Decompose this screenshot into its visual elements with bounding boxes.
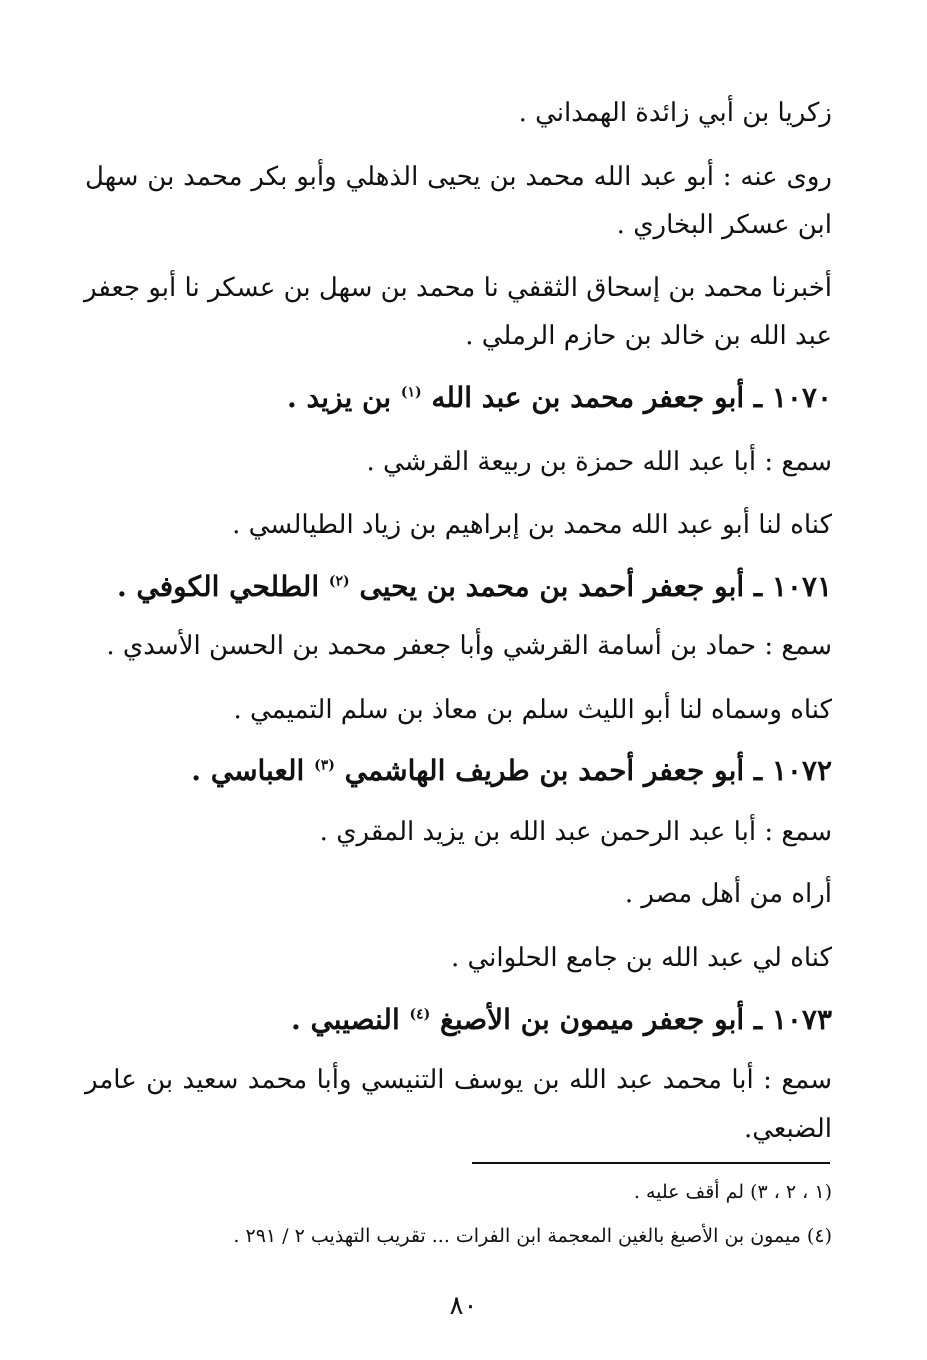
text-line: كناه لي عبد الله بن جامع الحلواني . [450,943,832,973]
heading-text: ١٠٧١ ـ أبو جعفر أحمد بن محمد بن يحيى [359,570,832,603]
entry-heading [191,751,832,791]
heading-text: بن يزيد . [287,381,392,414]
text-line: سمع : حماد بن أسامة القرشي وأبا جعفر محمد بن الحسن الأسدي . [106,631,832,661]
entry-heading [291,1000,832,1040]
page-number: ٨٠ [449,1291,478,1321]
text-line: كناه وسماه لنا أبو الليث سلم بن معاذ بن سلم التميمي . [233,695,832,725]
text-line: روى عنه : أبو عبد الله محمد بن يحيى الذهلي وأبو بكر محمد بن سهل [85,162,832,192]
heading-text: العباسي . [191,754,305,787]
heading-text: ١٠٧٢ ـ أبو جعفر أحمد بن طريف الهاشمي [344,754,832,787]
heading-text: الطلحي الكوفي . [116,570,320,603]
footnote-marker: (٢) [328,573,350,590]
footnote: (١ ، ٢ ، ٣) لم أقف عليه . [633,1181,832,1203]
text-line: كناه لنا أبو عبد الله محمد بن إبراهيم بن زياد الطيالسي . [232,510,832,540]
text-line: سمع : أبا محمد عبد الله بن يوسف التنيسي وأبا محمد سعيد بن عامر [85,1065,832,1095]
text-line: الضبعي. [743,1114,832,1144]
text-line: سمع : أبا عبد الرحمن عبد الله بن يزيد المقري . [319,817,832,847]
text-line: سمع : أبا عبد الله حمزة بن ربيعة القرشي . [366,447,832,477]
heading-text: ١٠٧٠ ـ أبو جعفر محمد بن عبد الله [431,381,832,414]
text-line: عبد الله بن خالد بن حازم الرملي . [465,321,832,351]
entry-heading [287,378,832,418]
text-line: أراه من أهل مصر . [624,879,832,909]
entry-heading [117,567,832,607]
heading-text: النصيبي . [290,1003,400,1036]
footnote-marker: (٣) [314,757,335,774]
text-line: أخبرنا محمد بن إسحاق الثقفي نا محمد بن سهل بن عسكر نا أبو جعفر [84,273,832,303]
heading-text: ١٠٧٣ ـ أبو جعفر ميمون بن الأصبغ [440,1003,832,1036]
text-line: زكريا بن أبي زائدة الهمداني . [518,98,832,128]
footnote-separator [472,1162,830,1164]
footnote: (٤) ميمون بن الأصبغ بالغين المعجمة ابن الفرات ... تقريب التهذيب ٢ / ٢٩١ . [233,1225,832,1247]
text-line: ابن عسكر البخاري . [616,210,832,240]
footnote-marker: (١) [400,384,422,401]
footnote-marker: (٤) [409,1006,431,1023]
